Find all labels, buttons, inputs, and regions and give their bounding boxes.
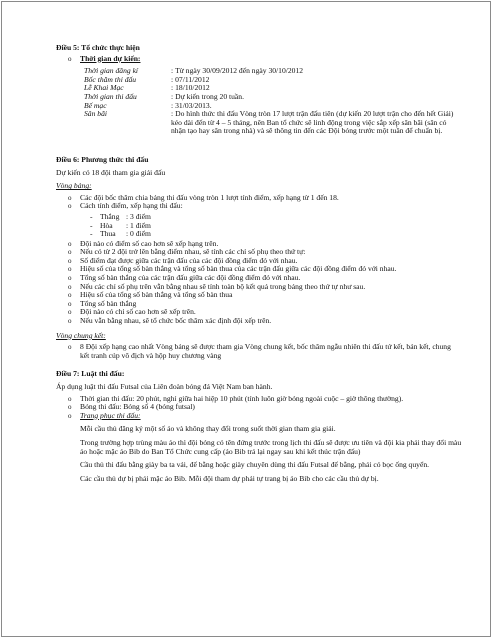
article-5-title: Điều 5: Tổ chức thực hiện <box>56 43 140 52</box>
circle-bullet-icon: o <box>68 403 72 412</box>
schedule-value <box>171 76 462 85</box>
list-item-text: Đội nào có chỉ số cao hơn sẽ xếp trên. <box>80 307 196 317</box>
list-item-text: Số điểm đạt được giữa các trận đấu của các đội đồng điểm đó với nhau. <box>80 255 298 265</box>
list-item-text: Đội nào có điểm số cao hơn sẽ xếp hạng trên. <box>80 238 219 248</box>
circle-bullet-icon: o <box>68 317 72 326</box>
document-content <box>56 44 462 483</box>
colon: : <box>171 91 174 101</box>
result-points: : 0 điểm <box>126 229 151 239</box>
result-points: : 3 điểm <box>126 211 151 221</box>
list-item <box>68 202 462 211</box>
list-item-text: Thời gian thi đấu: 20 phút, nghỉ giữa hai hiệp 10 phút (tính luôn giờ bóng ngoài cuộc – giờ thông thường). <box>80 393 404 403</box>
circle-bullet-icon: o <box>68 282 72 291</box>
schedule-value <box>171 67 462 76</box>
uniform-paragraph: Trong trường hợp trùng màu áo thì đội bóng có tên đứng trước trong lịch thi đấu sẽ được ưu tiên và đội kia phải thay đổi màu áo hoặc mặc áo Bib do Ban Tổ Chức cung cấp (áo Bib trả lại ngay sau khi kết thúc trận đấu) <box>80 437 462 456</box>
colon: : <box>171 66 174 76</box>
circle-bullet-icon: o <box>68 193 72 202</box>
dash: - <box>90 220 93 230</box>
score-row <box>90 230 462 239</box>
dash: - <box>90 229 93 239</box>
circle-bullet-icon: o <box>68 343 72 352</box>
circle-bullet-icon: o <box>68 308 72 317</box>
schedule-label: Sân bãi <box>84 109 107 119</box>
result-name: Thua <box>100 229 116 239</box>
schedule-label: Thời gian thi đấu <box>84 91 137 101</box>
schedule-value-text: Do hình thức thi đấu Vòng tròn 17 lượt trận đấu tiên (dự kiến 20 lượt trận cho đến hết Giải) kéo dài đến từ 4 – 5 tháng, nên Ban tổ chức sẽ linh động trong việc sắp xếp sân bãi (sân có nhận tạo hay sân trong nhà) và sẽ thông tin đến các Đội bóng trước một tuần để chuẩn bị. <box>171 109 454 136</box>
schedule-value-text: 31/03/2013. <box>175 100 212 110</box>
schedule-label: Bốc thăm thi đấu <box>84 74 137 84</box>
colon: : <box>171 100 174 110</box>
list-item-text: Tổng số bàn thắng của các trận đấu giữa các đội đồng điểm đó với nhau. <box>80 273 301 283</box>
schedule-label: Bế mạc <box>84 100 107 110</box>
group-stage-list <box>68 194 462 211</box>
dash: - <box>90 211 93 221</box>
uniform-paragraph: Mỗi cầu thủ đăng ký một số áo và không thay đổi trong suốt thời gian tham gia giải. <box>80 424 336 434</box>
uniform-rules <box>80 425 462 483</box>
time-heading: Thời gian dự kiến: <box>80 53 141 63</box>
time-heading-row <box>68 55 462 64</box>
result-name: Thắng <box>100 211 120 221</box>
final-stage-heading: Vòng chung kết: <box>56 330 106 340</box>
ranking-rules-list <box>68 240 462 326</box>
list-item-text: Nếu vẫn bằng nhau, sẽ tổ chức bốc thăm xác định đội xếp trên. <box>80 316 272 326</box>
list-item-text: Nếu các chỉ số phụ trên vẫn bằng nhau sẽ tính toàn bộ kết quả trong bảng theo thứ tự như sau. <box>80 281 366 291</box>
circle-bullet-icon: o <box>68 256 72 265</box>
schedule-row <box>84 93 462 102</box>
circle-bullet-icon: o <box>68 248 72 257</box>
schedule-row <box>84 110 462 136</box>
colon: : <box>171 74 174 84</box>
schedule-value <box>171 93 462 102</box>
circle-bullet-icon: o <box>68 411 72 420</box>
list-item-text: Bóng thi đấu: Bóng số 4 (bóng futsal) <box>80 402 195 412</box>
schedule-value-text: Dự kiến trong 20 tuần. <box>175 91 244 101</box>
article-6-intro: Dự kiến có 18 đội tham gia giải đấu <box>56 167 166 177</box>
schedule-label: Thời gian đăng kí <box>84 66 139 76</box>
scoring-table <box>90 213 462 239</box>
list-item-text: Các đội bốc thăm chia bảng thi đấu vòng tròn 1 lượt tính điểm, xếp hạng từ 1 đến 18. <box>80 192 339 202</box>
schedule-row <box>84 67 462 76</box>
schedule-value <box>171 110 462 136</box>
uniform-paragraph: Các cầu thủ dự bị phải mặc áo Bib. Mỗi đội tham dự phải tự trang bị áo Bib cho các cầu thủ dự bị. <box>80 473 379 483</box>
list-item-text: Hiệu số của tổng số bàn thắng và tổng số bàn thua của các trận đấu giữa các đội đồng điểm đó với nhau. <box>80 264 397 274</box>
article-6-title: Điều 6: Phương thức thi đấu <box>56 154 149 164</box>
final-stage-item <box>68 343 462 360</box>
list-item-text: Cách tính điểm, xếp hạng thi đấu: <box>80 201 183 211</box>
circle-bullet-icon: o <box>68 274 72 283</box>
schedule-row <box>84 84 462 93</box>
result-points: : 1 điểm <box>126 220 151 230</box>
article-7-intro: Áp dụng luật thi đấu Futsal của Liên đoàn bóng đá Việt Nam ban hành. <box>56 382 273 391</box>
circle-bullet-icon: o <box>68 239 72 248</box>
list-item-text: Tổng số bàn thắng <box>80 298 137 308</box>
uniform-heading: Trang phục thi đấu: <box>80 410 141 420</box>
uniform-paragraph: Cầu thủ thi đấu bằng giày ba ta vải, đế bằng hoặc giày chuyên dùng thi đấu Futsal đế bằng, phải có bọc ống quyển. <box>80 460 430 470</box>
schedule-list <box>84 67 462 136</box>
list-item-text: Nếu có từ 2 đội trở lên bằng điểm nhau, sẽ tính các chỉ số phụ theo thứ tự: <box>80 247 306 257</box>
schedule-value-text: Từ ngày 30/09/2012 đến ngày 30/10/2012 <box>175 66 304 76</box>
schedule-value-text: 07/11/2012 <box>175 74 210 84</box>
circle-bullet-icon: o <box>68 291 72 300</box>
schedule-value-text: 18/10/2012 <box>175 83 210 93</box>
circle-bullet-icon: o <box>68 394 72 403</box>
colon: : <box>171 109 174 119</box>
final-stage-text: 8 Đội xếp hạng cao nhất Vòng bảng sẽ được tham gia Vòng chung kết, bốc thăm ngẫu nhiên thi đấu tứ kết, bán kết, chung kết tranh cúp vô địch và hộp huy chương vàng <box>80 342 451 360</box>
colon: : <box>171 83 174 93</box>
document-page <box>1 1 491 637</box>
schedule-label: Lễ Khai Mạc <box>84 83 124 93</box>
result-name: Hòa <box>100 220 113 230</box>
circle-bullet-icon: o <box>68 265 72 274</box>
schedule-row <box>84 76 462 85</box>
uniform-heading-row <box>68 412 462 421</box>
circle-bullet-icon: o <box>68 202 72 211</box>
circle-bullet-icon: o <box>68 54 72 63</box>
circle-bullet-icon: o <box>68 299 72 308</box>
list-item-text: Hiệu số của tổng số bàn thắng và tổng số bàn thua <box>80 290 233 300</box>
article-7-title: Điều 7: Luật thi đấu: <box>56 369 125 379</box>
list-item <box>68 317 462 326</box>
law-list <box>68 395 462 412</box>
group-stage-heading: Vòng bảng: <box>56 181 92 191</box>
